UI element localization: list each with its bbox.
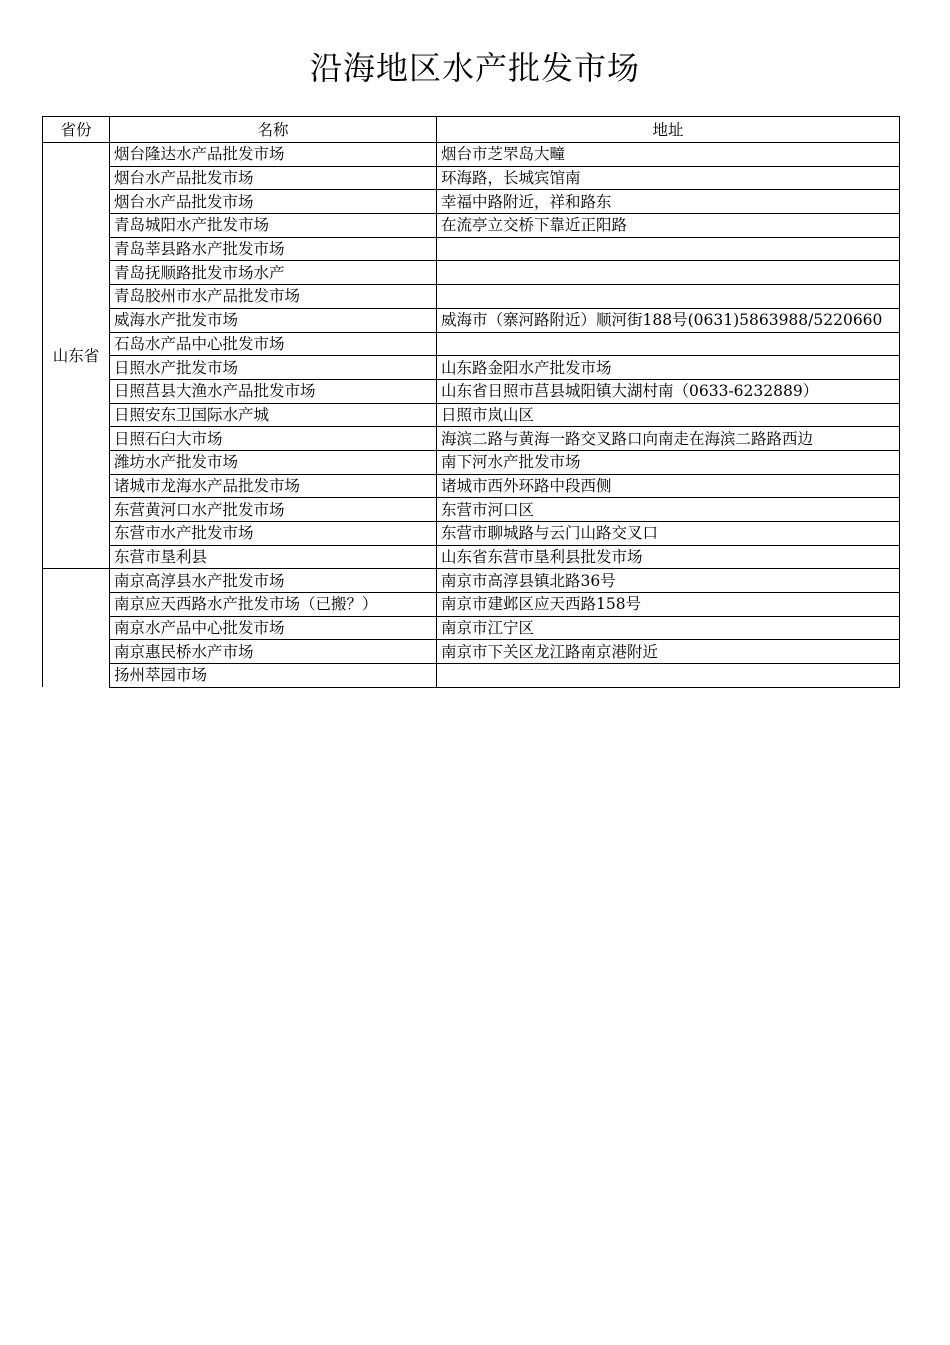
table-row <box>43 498 900 522</box>
page-title: 沿海地区水产批发市场 <box>309 49 640 87</box>
market-address-cell <box>437 237 900 261</box>
market-address-cell: 幸福中路附近，祥和路东 <box>437 190 900 214</box>
table-row <box>43 593 900 617</box>
header-address: 地址 <box>437 117 900 143</box>
market-address-cell <box>437 261 900 285</box>
table-row <box>43 545 900 569</box>
table-row <box>43 640 900 664</box>
table-row <box>43 616 900 640</box>
table-row <box>43 237 900 261</box>
market-address-cell: 东营市聊城路与云门山路交叉口 <box>437 522 900 546</box>
market-name-cell: 青岛胶州市水产品批发市场 <box>110 285 437 309</box>
table-row <box>43 166 900 190</box>
market-name-cell: 威海水产批发市场 <box>110 308 437 332</box>
table-row <box>43 569 900 593</box>
market-name-cell: 日照水产批发市场 <box>110 356 437 380</box>
header-name: 名称 <box>110 117 437 143</box>
table-row <box>43 214 900 238</box>
market-name-cell: 青岛抚顺路批发市场水产 <box>110 261 437 285</box>
table-row <box>43 261 900 285</box>
table-row <box>43 403 900 427</box>
table-row <box>43 308 900 332</box>
table-body <box>43 143 900 688</box>
table-row <box>43 285 900 309</box>
market-name-cell: 潍坊水产批发市场 <box>110 450 437 474</box>
market-address-cell: 海滨二路与黄海一路交叉路口向南走在海滨二路路西边 <box>437 427 900 451</box>
table-row <box>43 379 900 403</box>
market-address-cell: 南京市下关区龙江路南京港附近 <box>437 640 900 664</box>
market-address-cell: 南京市高淳县镇北路36号 <box>437 569 900 593</box>
market-address-cell: 南下河水产批发市场 <box>437 450 900 474</box>
province-cell <box>43 569 110 687</box>
market-name-cell: 南京高淳县水产批发市场 <box>110 569 437 593</box>
market-name-cell: 烟台隆达水产品批发市场 <box>110 143 437 167</box>
market-table <box>42 116 900 688</box>
table-row <box>43 450 900 474</box>
market-name-cell: 烟台水产品批发市场 <box>110 190 437 214</box>
table-row <box>43 190 900 214</box>
market-name-cell: 日照安东卫国际水产城 <box>110 403 437 427</box>
market-name-cell: 南京应天西路水产批发市场（已搬？） <box>110 593 437 617</box>
market-address-cell: 烟台市芝罘岛大疃 <box>437 143 900 167</box>
header-province: 省份 <box>43 117 110 143</box>
market-address-cell: 日照市岚山区 <box>437 403 900 427</box>
market-address-cell <box>437 285 900 309</box>
table-row <box>43 332 900 356</box>
market-name-cell: 扬州萃园市场 <box>110 664 437 688</box>
market-name-cell: 日照莒县大渔水产品批发市场 <box>110 379 437 403</box>
market-name-cell: 诸城市龙海水产品批发市场 <box>110 474 437 498</box>
market-address-cell <box>437 664 900 688</box>
table-row <box>43 356 900 380</box>
market-name-cell: 日照石臼大市场 <box>110 427 437 451</box>
province-cell: 山东省 <box>43 143 110 569</box>
market-address-cell: 东营市河口区 <box>437 498 900 522</box>
market-name-cell: 南京惠民桥水产市场 <box>110 640 437 664</box>
market-name-cell: 石岛水产品中心批发市场 <box>110 332 437 356</box>
table-row <box>43 427 900 451</box>
table-row <box>43 143 900 167</box>
market-address-cell: 环海路，长城宾馆南 <box>437 166 900 190</box>
market-address-cell <box>437 332 900 356</box>
market-address-cell: 威海市（寨河路附近）顺河街188号(0631)5863988/5220660 <box>437 308 900 332</box>
table-row <box>43 522 900 546</box>
market-name-cell: 东营黄河口水产批发市场 <box>110 498 437 522</box>
table-row <box>43 474 900 498</box>
market-address-cell: 山东省日照市莒县城阳镇大湖村南（0633-6232889） <box>437 379 900 403</box>
table-row <box>43 664 900 688</box>
market-address-cell: 山东路金阳水产批发市场 <box>437 356 900 380</box>
market-address-cell: 南京市建邺区应天西路158号 <box>437 593 900 617</box>
market-name-cell: 南京水产品中心批发市场 <box>110 616 437 640</box>
market-name-cell: 青岛城阳水产批发市场 <box>110 214 437 238</box>
market-address-cell: 南京市江宁区 <box>437 616 900 640</box>
market-name-cell: 东营市水产批发市场 <box>110 522 437 546</box>
table-header-row <box>43 117 900 143</box>
market-address-cell: 诸城市西外环路中段西侧 <box>437 474 900 498</box>
market-address-cell: 在流亭立交桥下靠近正阳路 <box>437 214 900 238</box>
market-address-cell: 山东省东营市垦利县批发市场 <box>437 545 900 569</box>
market-name-cell: 青岛莘县路水产批发市场 <box>110 237 437 261</box>
market-name-cell: 东营市垦利县 <box>110 545 437 569</box>
market-name-cell: 烟台水产品批发市场 <box>110 166 437 190</box>
